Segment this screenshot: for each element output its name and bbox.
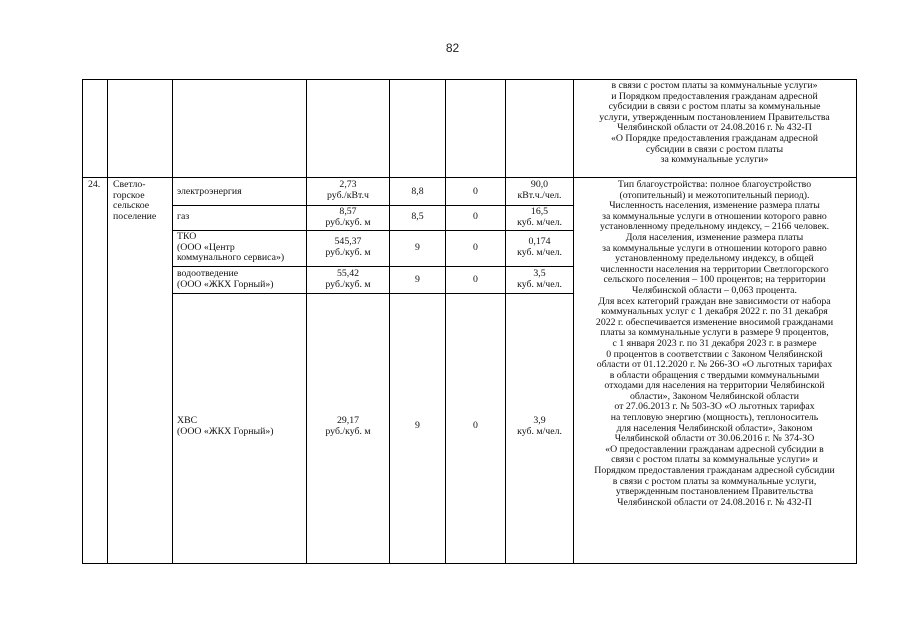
service-name [177,269,274,290]
service-name-line: электроэнергия [177,186,242,197]
description-line: Челябинской области от 24.08.2016 г. № 432-П [617,496,812,508]
row-description [574,180,855,508]
row-number: 24. [88,179,101,190]
description-line: на тепловую энергию (мощность), теплоноситель [610,412,819,424]
service-norm [506,180,573,201]
service-change: 0 [473,420,478,431]
tariff-value: 2,73 [339,179,357,190]
description-line: Доля населения, изменение размера платы [625,231,804,243]
norm-unit: куб. м/чел. [517,216,562,228]
description-line: установленному предельному индексу, в общей [615,253,814,265]
municipality-line: Светло- [113,179,146,190]
description-line: за коммунальные услуги в отношении которого равно [602,210,827,222]
service-name [177,212,189,223]
description-line: Челябинской области от 30.06.2016 г. № 374-ЗО [614,433,815,445]
tariff-unit: руб./куб. м [325,216,371,228]
description-line: коммунальных услуг с 1 декабря 2022 г. по 31 декабря [601,306,828,318]
description-line: 2022 г. обеспечивается изменение вносимой гражданами [595,316,834,328]
municipality-line: сельское [113,200,150,212]
service-index: 9 [415,242,420,253]
tariff-value: 8,57 [339,206,357,217]
service-name-line: (ООО «ЖКХ Горный») [177,278,274,290]
description-line: Порядком предоставления гражданам адресной субсидии [594,465,835,477]
tariff-unit: руб./кВт.ч [327,189,369,201]
norm-unit: куб. м/чел. [517,246,562,258]
table-column-divider [172,79,173,564]
description-line: (отопительный) и межотопительный период). [619,189,810,201]
description-line: в области обращения с твердыми коммунальными [609,369,820,381]
service-norm [506,207,573,228]
description-line: сельского поселения – 100 процентов; на территории [603,274,826,286]
row-divider [172,293,573,294]
service-name-line: газ [177,211,190,222]
service-norm [506,416,573,437]
description-line: 0 процентов в соответствии с Законом Челябинской [606,348,823,360]
description-line: Тип благоустройства: полное благоустройство [617,179,812,190]
norm-unit: куб. м/чел. [517,278,562,290]
service-change: 0 [473,242,478,253]
table-column-divider [306,79,307,564]
service-tariff [307,180,389,201]
table-border-bottom [82,563,857,564]
norm-value: 3,5 [533,268,546,279]
service-index: 8,8 [411,186,424,197]
table-border-left [82,79,83,564]
service-name [177,187,242,198]
description-line: в связи с ростом платы за коммунальные услуги, [612,475,817,487]
row-divider [172,230,573,231]
service-name-line: ТКО [177,231,197,242]
table-column-divider [445,79,446,564]
description-line: связи с ростом платы за коммунальные услуги» и [611,454,818,466]
municipality-line: поселение [113,210,157,222]
description-line: субсидии в связи с ростом платы [645,143,784,155]
service-name-line: ХВС [177,415,198,426]
service-change: 0 [473,274,478,285]
description-line: отходами для населения на территории Челябинской [604,380,825,392]
service-name-line: водоотведение [177,268,239,279]
description-line: области», Законом Челябинской области [629,390,800,402]
description-line: субсидии в связи с ростом платы за коммунальные [608,101,821,113]
row-divider [172,266,573,267]
service-index: 9 [415,274,420,285]
tariff-unit: руб./куб. м [325,246,371,258]
service-tariff [307,207,389,228]
norm-value: 0,174 [528,236,551,247]
service-index: 9 [415,420,420,431]
tariff-value: 545,37 [334,236,362,247]
row-divider [172,205,573,206]
description-line: Челябинской области – 0,063 процента. [632,284,797,296]
tariff-value: 29,17 [336,415,360,426]
norm-value: 16,5 [530,206,549,217]
description-line: с 1 января 2023 г. по 31 декабря 2023 г. в размере [612,337,817,349]
service-name-line: (ООО «ЖКХ Горный») [177,425,274,437]
description-line: области от 01.12.2020 г. № 266-ЗО «О льготных тарифах [596,359,833,371]
service-name [177,416,274,437]
description-line: в связи с ростом платы за коммунальные услуги» [611,80,818,91]
continued-description [574,81,855,166]
norm-value: 3,9 [533,415,546,426]
tariff-value: 55,42 [336,268,360,279]
service-index: 8,5 [411,211,424,222]
service-tariff [307,416,389,437]
description-line: утвержденным постановлением Правительства [615,486,814,498]
table-column-divider [505,79,506,564]
description-line: «О Порядке предоставления гражданам адресной [610,132,819,144]
service-norm [506,269,573,290]
norm-value: 90,0 [530,179,549,190]
table-border-right [856,79,857,564]
row-divider [82,177,857,178]
service-tariff [307,237,389,258]
description-line: Челябинской области от 24.08.2016 г. № 432-П [617,122,812,134]
service-change: 0 [473,211,478,222]
service-change: 0 [473,186,478,197]
service-name-line: коммунального сервиса») [177,252,285,264]
municipality-name [113,180,156,222]
description-line: и Порядком предоставления гражданам адресной [611,90,818,102]
description-line: Для всех категорий граждан вне зависимости от набора [598,295,831,307]
description-line: для населения Челябинской области», Законом [616,422,813,434]
description-line: за коммунальные услуги в отношении которого равно [602,242,827,254]
service-norm [506,237,573,258]
description-line: «О предоставлении гражданам адресной субсидии в [605,443,824,455]
description-line: от 27.06.2013 г. № 503-ЗО «О льготных тарифах [614,401,815,413]
table-column-divider [389,79,390,564]
description-line: платы за коммунальные услуги в размере 9 процентов, [600,327,829,339]
table-column-divider [107,79,108,564]
norm-unit: кВт.ч./чел. [517,189,562,201]
description-line: установленному предельному индексу, – 2166 человек. [599,221,830,233]
tariff-unit: руб./куб. м [325,425,371,437]
service-name-line: (ООО «Центр [177,241,235,253]
service-name [177,232,284,264]
norm-unit: куб. м/чел. [517,425,562,437]
description-line: услуги, утвержденным постановлением Правительства [599,111,830,123]
description-line: Численность населения, изменение размера платы [609,200,820,212]
tariff-unit: руб./куб. м [325,278,371,290]
description-line: численности населения на территории Светлогорского [600,263,829,275]
service-tariff [307,269,389,290]
page-number: 82 [445,41,460,55]
description-line: за коммунальные услуги» [660,154,769,166]
municipality-line: горское [113,189,145,201]
